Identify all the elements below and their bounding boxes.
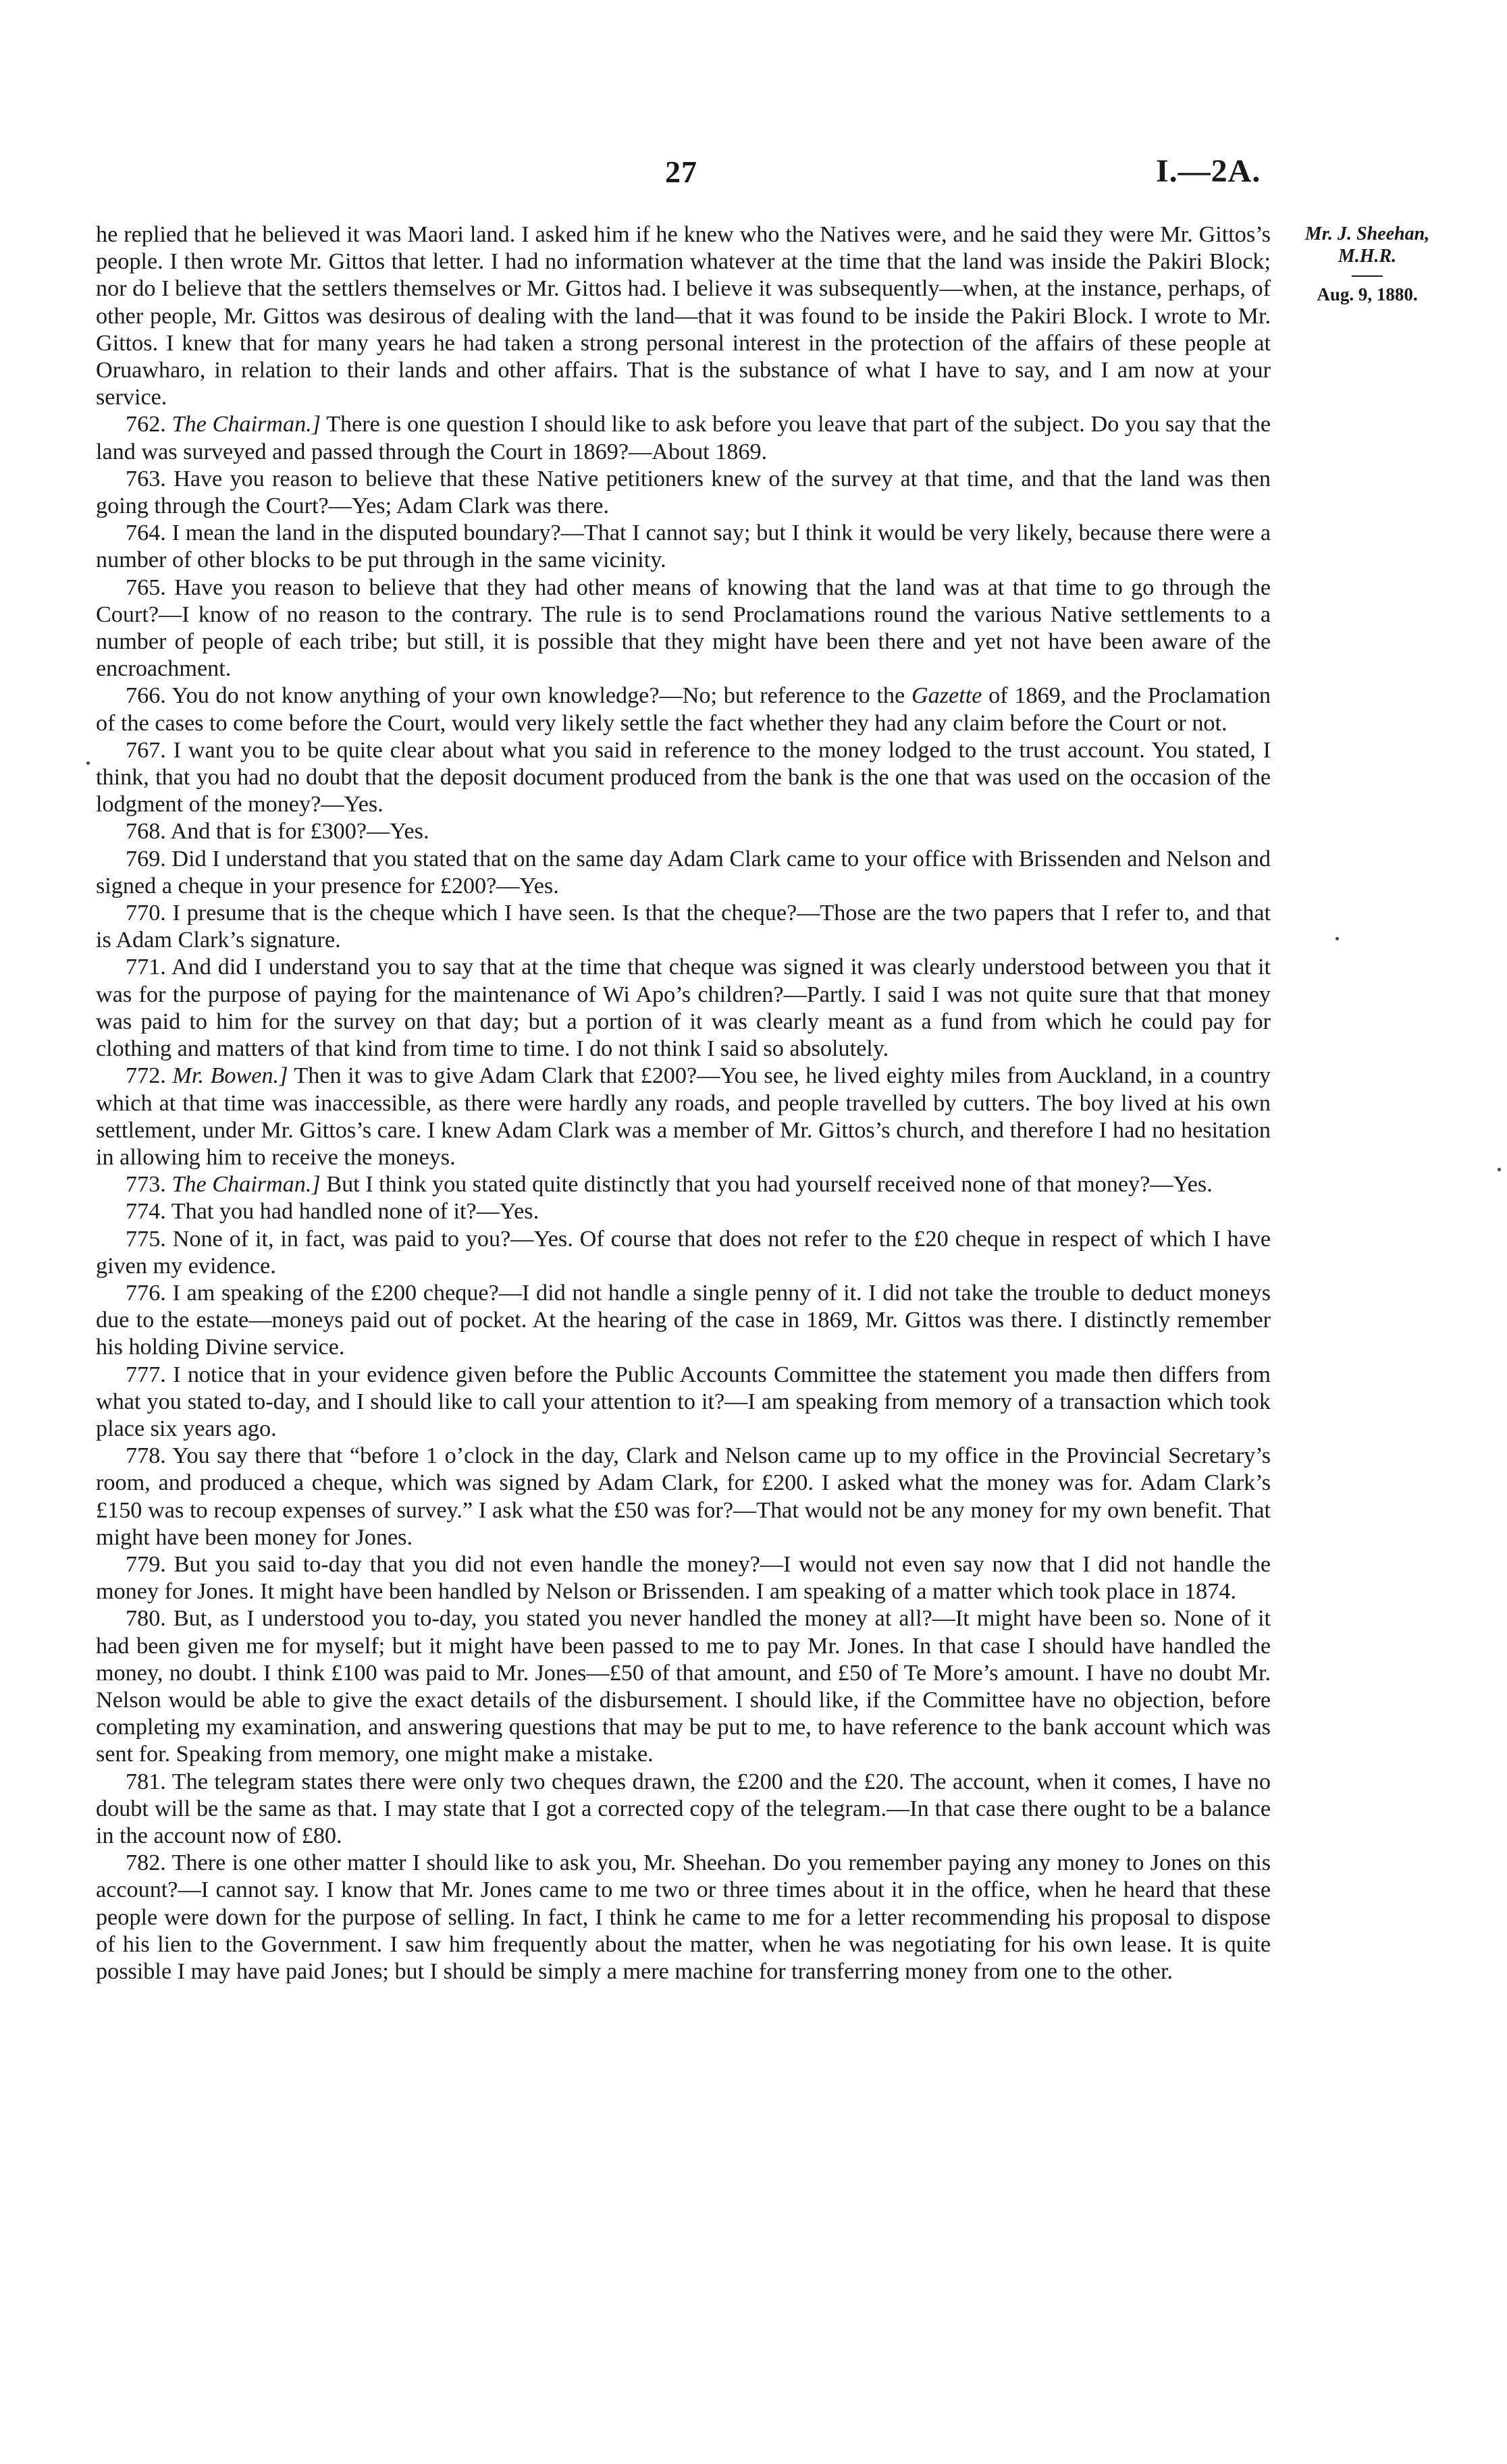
- evidence-text: [96, 221, 1271, 1985]
- question-number: 771.: [126, 955, 166, 980]
- question-number: 767.: [126, 737, 166, 763]
- paragraph: [96, 1443, 1271, 1551]
- paragraph: [96, 1769, 1271, 1850]
- speaker: The Chairman.]: [171, 412, 321, 437]
- paragraph: [96, 1063, 1271, 1171]
- question-number: 766.: [126, 683, 166, 709]
- question-number: 769.: [126, 846, 166, 872]
- question-number: 778.: [126, 1443, 166, 1469]
- paragraph: [96, 1280, 1271, 1362]
- question-number: 774.: [126, 1199, 166, 1225]
- paragraph: [96, 466, 1271, 520]
- paragraph: [96, 900, 1271, 954]
- paragraph: [96, 1850, 1271, 1985]
- paragraph-text: There is one other matter I should like to ask you, Mr. Sheehan. Do you remember paying any money to Jones on this account?—I cannot say. I know that Mr. Jones came to me two or three times about it in the office, when he heard that these people were down for the purpose of selling. In fact, I think he came to me for a letter recommending his proposal to dispose of his lien to the Government. I saw him frequently about the matter, when he was negotiating for his own lease. It is quite possible I may have paid Jones; but I should be simply a mere machine for transferring money from one to the other.: [96, 1850, 1271, 1984]
- question-number: 770.: [126, 901, 166, 926]
- paragraph-text: Then it was to give Adam Clark that £200?—You see, he lived eighty miles from Auckland, in a country which at that time was inaccessible, as there were hardly any roads, and people travelled by cutters. The boy lived at his own settlement, under Mr. Gittos’s care. I knew Adam Clark was a member of Mr. Gittos’s church, and therefore I had no hesitation in allowing him to receive the moneys.: [96, 1063, 1271, 1170]
- page-number: 27: [665, 155, 697, 189]
- paragraph: [96, 1362, 1271, 1443]
- paragraph-text: I am speaking of the £200 cheque?—I did not handle a single penny of it. I did not take the trouble to deduct moneys due to the estate—moneys paid out of pocket. At the hearing of the case in 1869, Mr. Gittos was there. I distinctly remember his holding Divine service.: [96, 1280, 1271, 1360]
- paragraph-text: I mean the land in the disputed boundary?—That I cannot say; but I think it would be very likely, because there were a number of other blocks to be put through in the same vicinity.: [96, 520, 1271, 573]
- question-number: 773.: [126, 1172, 166, 1198]
- margin-witness-title: M.H.R.: [1338, 246, 1397, 267]
- paragraph-text: The telegram states there were only two cheques drawn, the £200 and the £20. The account, when it comes, I have no doubt will be the same as that. I may state that I got a corrected copy of the telegram.—In that case there ought to be a balance in the account now of £80.: [96, 1769, 1271, 1848]
- paragraph: [96, 1605, 1271, 1768]
- margin-witness-name: Mr. J. Sheehan,: [1304, 223, 1430, 244]
- paper-reference: I.—2A.: [1156, 153, 1261, 189]
- question-number: 768.: [126, 819, 166, 845]
- paragraph-text: That you had handled none of it?—Yes.: [171, 1199, 539, 1225]
- paragraph-text: I want you to be quite clear about what you said in reference to the money lodged to the trust account. You stated, I think, that you had no doubt that the deposit document produced from the bank is the one that was used on the occasion of the lodgment of the money?—Yes.: [96, 737, 1271, 818]
- question-number: 772.: [126, 1063, 166, 1089]
- paragraph: [96, 520, 1271, 574]
- margin-note: [1279, 223, 1455, 306]
- paragraph-text: I presume that is the cheque which I have seen. Is that the cheque?—Those are the two papers that I refer to, and that is Adam Clark’s signature.: [96, 901, 1271, 953]
- scan-speck: [1336, 937, 1339, 940]
- question-number: 779.: [126, 1551, 166, 1577]
- question-number: 764.: [126, 520, 166, 546]
- question-number: 781.: [126, 1769, 166, 1794]
- margin-divider: [1352, 275, 1383, 277]
- paragraph: [96, 1171, 1271, 1198]
- paragraph-text: But, as I understood you to-day, you stated you never handled the money at all?—It might have been so. None of it had been given me for myself; but it might have been passed to me to pay Mr. Jones. In that case I should have handled the money, no doubt. I think £100 was paid to Mr. Jones—£50 of that amount, and £50 of Te More’s amount. I have no doubt Mr. Nelson would be able to give the exact details of the disbursement. I should like, if the Committee have no objection, before completing my examination, and answering questions that may be put to me, to have reference to the bank account which was sent for. Speaking from memory, one might make a mistake.: [96, 1606, 1271, 1767]
- speaker: The Chairman.]: [171, 1172, 321, 1198]
- paragraph: [96, 1226, 1271, 1280]
- paragraph-text: You say there that “before 1 o’clock in the day, Clark and Nelson came up to my office in the Provincial Secretary’s room, and produced a cheque, which was signed by Adam Clark, for £200. I asked what the money was for. Adam Clark’s £150 was to recoup expenses of survey.” I ask what the £50 was for?—That would not be any money for my own benefit. That might have been money for Jones.: [96, 1443, 1271, 1550]
- question-number: 762.: [126, 412, 166, 437]
- paragraph-text: But you said to-day that you did not even handle the money?—I would not even say now that I did not handle the money for Jones. It might have been handled by Nelson or Brissenden. I am speaking of a matter which took place in 1874.: [96, 1551, 1271, 1605]
- paragraph-text: There is one question I should like to ask before you leave that part of the subject. Do you say that the land was surveyed and passed through the Court in 1869?—About 1869.: [96, 412, 1271, 464]
- paragraph-text: he replied that he believed it was Maori land. I asked him if he knew who the Natives were, and he said they were Mr. Gittos’s people. I then wrote Mr. Gittos that letter. I had no information whatever at the time that the land was inside the Pakiri Block; nor do I believe that the settlers themselves or Mr. Gittos had. I believe it was subsequently—when, at the instance, perhaps, of other people, Mr. Gittos was desirous of dealing with the land—that it was found to be inside the Pakiri Block. I wrote to Mr. Gittos. I knew that for many years he had taken a strong personal interest in the protection of the affairs of these people at Oruawharo, in relation to their lands and other affairs. That is the substance of what I have to say, and I am now at your service.: [96, 222, 1271, 410]
- paragraph-text: And did I understand you to say that at the time that cheque was signed it was clearly understood between you that it was for the purpose of paying for the maintenance of Wi Apo’s children?—Partly. I said I was not quite sure that that money was paid to him for the survey on that day; but a portion of it was clearly meant as a fund from which he could pay for clothing and matters of that kind from time to time. I do not think I said so absolutely.: [96, 955, 1271, 1062]
- paragraph-text: I notice that in your evidence given before the Public Accounts Committee the statement you made then differs from what you stated to-day, and I should like to call your attention to it?—I am speaking from memory of a transaction which took place six years ago.: [96, 1362, 1271, 1441]
- scan-speck: [86, 761, 90, 765]
- question-number: 765.: [126, 574, 166, 600]
- paragraph: [96, 954, 1271, 1063]
- paragraph-text: And that is for £300?—Yes.: [170, 819, 429, 845]
- paragraph: [96, 411, 1271, 465]
- speaker: Mr. Bowen.]: [172, 1063, 288, 1089]
- paragraph-text: Have you reason to believe that these Native petitioners knew of the survey at that time, and that the land was then going through the Court?—Yes; Adam Clark was there.: [96, 466, 1271, 519]
- question-number: 782.: [126, 1850, 166, 1876]
- paragraph: [96, 818, 1271, 845]
- paragraph: [96, 682, 1271, 736]
- paragraph: [96, 221, 1271, 411]
- paragraph: [96, 574, 1271, 683]
- paragraph: [96, 737, 1271, 819]
- margin-date: Aug. 9, 1880.: [1317, 284, 1418, 304]
- paragraph-text: But I think you stated quite distinctly that you had yourself received none of that money?—Yes.: [326, 1172, 1213, 1198]
- paragraph: [96, 846, 1271, 900]
- paragraph: [96, 1198, 1271, 1225]
- question-number: 776.: [126, 1280, 166, 1306]
- question-number: 775.: [126, 1226, 166, 1252]
- paragraph: [96, 1551, 1271, 1605]
- question-number: 777.: [126, 1362, 166, 1387]
- scan-speck: [1498, 1168, 1501, 1171]
- paragraph-text: You do not know anything of your own knowledge?—No; but reference to the Gazette of 1869, and the Proclamation of the cases to come before the Court, would very likely settle the fact whether they had any claim before the Court or not.: [96, 683, 1271, 736]
- paragraph-text: None of it, in fact, was paid to you?—Yes. Of course that does not refer to the £20 cheque in respect of which I have given my evidence.: [96, 1226, 1271, 1279]
- paragraph-text: Did I understand that you stated that on the same day Adam Clark came to your office with Brissenden and Nelson and signed a cheque in your presence for £200?—Yes.: [96, 846, 1271, 899]
- question-number: 780.: [126, 1606, 166, 1632]
- paragraph-text: Have you reason to believe that they had other means of knowing that the land was at that time to go through the Court?—I know of no reason to the contrary. The rule is to send Proclamations round the various Native settlements to a number of people of each tribe; but still, it is possible that they might have been there and yet not have been aware of the encroachment.: [96, 574, 1271, 682]
- question-number: 763.: [126, 466, 166, 491]
